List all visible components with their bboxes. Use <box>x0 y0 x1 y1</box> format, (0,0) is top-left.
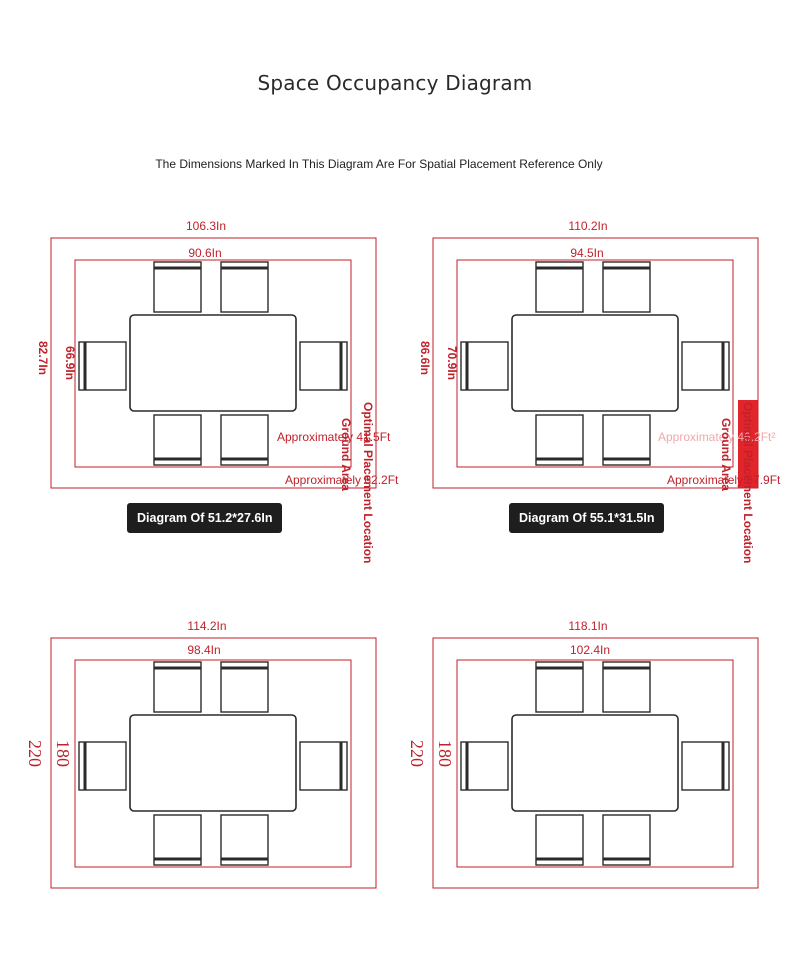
chair-bottom <box>154 815 201 865</box>
outer-depth-label: 82.7In <box>36 340 50 376</box>
diagram-4 <box>382 610 762 950</box>
diagram-1 <box>0 210 399 564</box>
chair-left <box>79 342 126 390</box>
inner-depth-label: 66.9In <box>63 345 77 381</box>
outer-area-label: Approximately 67.9Ft <box>667 473 781 487</box>
diagram-caption: Diagram Of 55.1*31.5In <box>509 503 664 533</box>
outer-width-label: 110.2In <box>568 219 608 233</box>
floor-plan-4 <box>382 610 782 970</box>
dining-table <box>130 315 296 411</box>
chair-bottom <box>536 415 583 465</box>
chair-top <box>154 262 201 312</box>
chair-left <box>461 342 508 390</box>
chair-bottom <box>603 415 650 465</box>
page-title: Space Occupancy Diagram <box>257 71 533 95</box>
outer-depth-label: 220 <box>25 740 45 767</box>
outer-width-label: 118.1In <box>568 619 608 633</box>
outer-area-label: Approximately 62.2Ft <box>285 473 399 487</box>
inner-width-label: 102.4In <box>569 643 611 657</box>
inner-width-label: 98.4In <box>187 643 221 657</box>
chair-left <box>79 742 126 790</box>
chair-top <box>221 662 268 712</box>
chair-right <box>682 742 729 790</box>
outer-depth-label: 220 <box>407 740 427 767</box>
dining-table <box>512 715 678 811</box>
outer-width-label: 114.2In <box>187 619 227 633</box>
ground-area-vertical-label: Ground Area <box>719 418 733 491</box>
chair-right <box>300 742 347 790</box>
chair-top <box>536 662 583 712</box>
optimal-placement-vertical-label: Optimal Placement Location <box>361 402 375 564</box>
optimal-placement-vertical-label: Optimal Placement Location <box>741 402 755 564</box>
chair-bottom <box>536 815 583 865</box>
outer-depth-label: 86.6In <box>418 340 432 376</box>
outer-width-label: 106.3In <box>185 219 227 233</box>
diagram-caption: Diagram Of 51.2*27.6In <box>127 503 282 533</box>
chair-bottom <box>603 815 650 865</box>
inner-depth-label: 70.9In <box>445 345 459 381</box>
ground-area-vertical-label: Ground Area <box>339 418 353 491</box>
chair-top <box>603 262 650 312</box>
chair-bottom <box>221 815 268 865</box>
page-subtitle: The Dimensions Marked In This Diagram Are For Spatial Placement Reference Only <box>155 157 603 171</box>
dining-table <box>512 315 678 411</box>
chair-right <box>682 342 729 390</box>
chair-top <box>536 262 583 312</box>
chair-right <box>300 342 347 390</box>
inner-width-label: 94.5In <box>570 246 604 260</box>
inner-depth-label: 180 <box>435 740 455 767</box>
floor-plan-3 <box>0 610 400 970</box>
diagram-2 <box>382 210 781 564</box>
inner-area-label: Approximately 46.2Ft² <box>658 430 776 444</box>
chair-top <box>154 662 201 712</box>
chair-bottom <box>221 415 268 465</box>
chair-left <box>461 742 508 790</box>
chair-bottom <box>154 415 201 465</box>
diagram-3 <box>0 610 380 950</box>
inner-width-label: 90.6In <box>188 246 222 260</box>
inner-depth-label: 180 <box>53 740 73 767</box>
chair-top <box>221 262 268 312</box>
inner-area-label: Approximately 41.5Ft <box>277 430 391 444</box>
dining-table <box>130 715 296 811</box>
chair-top <box>603 662 650 712</box>
